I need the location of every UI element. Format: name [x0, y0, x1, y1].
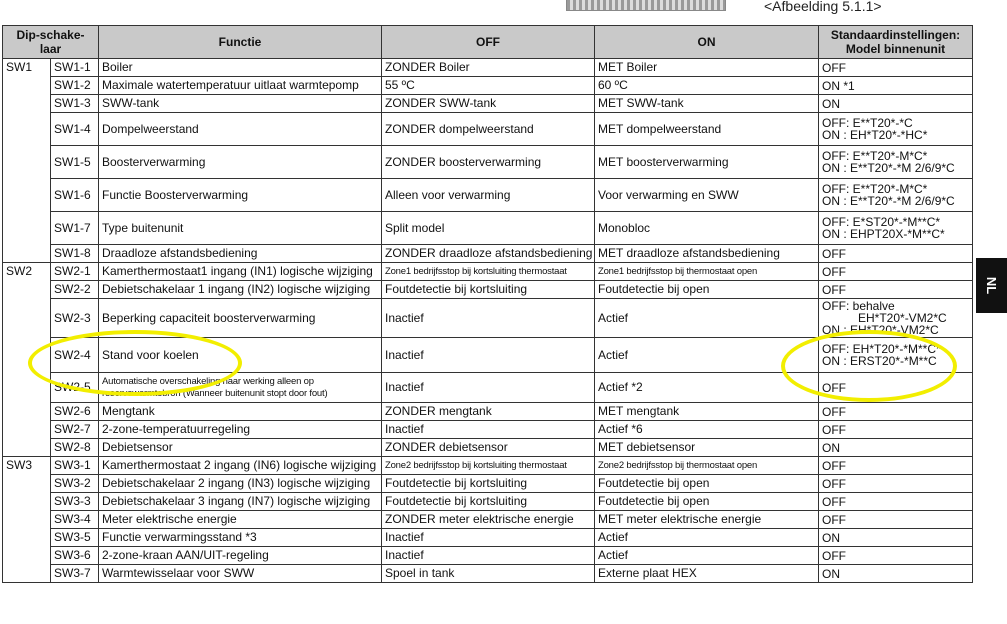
on-cell: Foutdetectie bij open [595, 281, 819, 299]
default-line: OFF [822, 422, 846, 437]
switch-id: SW1-4 [51, 113, 99, 146]
default-line: OFF [822, 60, 846, 75]
function-cell: Kamerthermostaat1 ingang (IN1) logische wijziging [99, 263, 382, 281]
default-line: ON : E**T20*-*M 2/6/9*C [822, 194, 955, 208]
function-cell: SWW-tank [99, 95, 382, 113]
default-line: ON [822, 96, 840, 111]
table-body [3, 59, 973, 583]
default-cell [819, 95, 973, 113]
function-line: Automatische overschakeling naar werking alleen op [102, 375, 314, 387]
table-header-row [3, 26, 973, 59]
header-dip: Dip-schake-laar [3, 26, 99, 59]
switch-id: SW3-5 [51, 529, 99, 547]
default-line: ON [822, 530, 840, 545]
on-cell: Actief [595, 529, 819, 547]
table-row [3, 245, 973, 263]
default-line: OFF: EH*T20*-*M**C* [822, 342, 941, 356]
off-cell: Inactief [382, 547, 595, 565]
default-line: ON : EH*T20*-VM2*C [822, 323, 939, 337]
default-cell [819, 338, 973, 373]
table-row [3, 421, 973, 439]
on-cell: Actief *2 [595, 373, 819, 403]
header-default: Standaardinstellingen: Model binnenunit [819, 26, 973, 59]
function-cell: Functie verwarmingsstand *3 [99, 529, 382, 547]
off-cell: Foutdetectie bij kortsluiting [382, 493, 595, 511]
off-cell: ZONDER dompelweerstand [382, 113, 595, 146]
function-cell: Debietsensor [99, 439, 382, 457]
function-cell: Stand voor koelen [99, 338, 382, 373]
group-label: SW3 [3, 457, 51, 583]
switch-id: SW2-5 [51, 373, 99, 403]
table-row [3, 95, 973, 113]
default-cell [819, 475, 973, 493]
on-cell: Actief [595, 547, 819, 565]
group-label: SW1 [3, 59, 51, 263]
switch-id: SW1-1 [51, 59, 99, 77]
switch-id: SW3-1 [51, 457, 99, 475]
off-cell: Inactief [382, 373, 595, 403]
on-cell: Actief *6 [595, 421, 819, 439]
off-cell: Inactief [382, 529, 595, 547]
default-line: OFF [822, 458, 846, 473]
off-cell: Inactief [382, 299, 595, 338]
default-cell [819, 281, 973, 299]
off-cell: Spoel in tank [382, 565, 595, 583]
switch-id: SW2-7 [51, 421, 99, 439]
on-cell: MET meter elektrische energie [595, 511, 819, 529]
default-cell [819, 457, 973, 475]
default-cell [819, 439, 973, 457]
table-row [3, 113, 973, 146]
default-cell [819, 421, 973, 439]
off-cell: Zone1 bedrijfsstop bij kortsluiting thermostaat [382, 263, 595, 281]
switch-id: SW2-3 [51, 299, 99, 338]
group-label: SW2 [3, 263, 51, 457]
default-line: OFF [822, 282, 846, 297]
table-row [3, 511, 973, 529]
dip-switch-table [2, 25, 973, 583]
on-cell: Foutdetectie bij open [595, 475, 819, 493]
function-cell: 2-zone-kraan AAN/UIT-regeling [99, 547, 382, 565]
default-line: EH*T20*-VM2*C [858, 311, 947, 325]
default-line: ON : ERST20*-*M**C [822, 354, 937, 368]
table-row [3, 338, 973, 373]
on-cell: MET SWW-tank [595, 95, 819, 113]
off-cell: ZONDER mengtank [382, 403, 595, 421]
function-cell: Boosterverwarming [99, 146, 382, 179]
on-cell: MET draadloze afstandsbediening [595, 245, 819, 263]
default-cell [819, 59, 973, 77]
function-cell: Functie Boosterverwarming [99, 179, 382, 212]
switch-id: SW3-7 [51, 565, 99, 583]
off-cell: ZONDER SWW-tank [382, 95, 595, 113]
default-line: OFF [822, 494, 846, 509]
off-cell: ZONDER meter elektrische energie [382, 511, 595, 529]
switch-id: SW2-2 [51, 281, 99, 299]
on-cell: MET Boiler [595, 59, 819, 77]
switch-id: SW1-6 [51, 179, 99, 212]
function-cell [99, 373, 382, 403]
function-cell: Type buitenunit [99, 212, 382, 245]
switch-id: SW3-6 [51, 547, 99, 565]
default-line: ON : EHPT20X-*M**C* [822, 227, 945, 241]
function-cell: Draadloze afstandsbediening [99, 245, 382, 263]
default-line: OFF: E*ST20*-*M**C* [822, 215, 941, 229]
table-row [3, 493, 973, 511]
on-cell: Externe plaat HEX [595, 565, 819, 583]
off-cell: Inactief [382, 421, 595, 439]
header-off: OFF [382, 26, 595, 59]
header-function: Functie [99, 26, 382, 59]
on-cell: Voor verwarming en SWW [595, 179, 819, 212]
table-row [3, 179, 973, 212]
default-line: ON : EH*T20*-*HC* [822, 128, 928, 142]
function-cell: Debietschakelaar 3 ingang (IN7) logische wijziging [99, 493, 382, 511]
function-cell: Boiler [99, 59, 382, 77]
table-row [3, 263, 973, 281]
table-row [3, 529, 973, 547]
on-cell: Foutdetectie bij open [595, 493, 819, 511]
table-row [3, 146, 973, 179]
table-row [3, 77, 973, 95]
switch-id: SW3-2 [51, 475, 99, 493]
on-cell: MET debietsensor [595, 439, 819, 457]
default-cell [819, 146, 973, 179]
default-cell [819, 212, 973, 245]
default-line: ON [822, 440, 840, 455]
on-cell: Monobloc [595, 212, 819, 245]
default-cell [819, 179, 973, 212]
language-tab-label: NL [984, 276, 999, 295]
off-cell: ZONDER Boiler [382, 59, 595, 77]
on-cell: 60 ºC [595, 77, 819, 95]
default-cell [819, 529, 973, 547]
table-row [3, 212, 973, 245]
default-cell [819, 299, 973, 338]
function-cell: Dompelweerstand [99, 113, 382, 146]
off-cell: ZONDER debietsensor [382, 439, 595, 457]
default-cell [819, 113, 973, 146]
switch-id: SW1-7 [51, 212, 99, 245]
table-row [3, 565, 973, 583]
off-cell: Inactief [382, 338, 595, 373]
on-cell: MET boosterverwarming [595, 146, 819, 179]
switch-id: SW1-5 [51, 146, 99, 179]
default-line: OFF [822, 246, 846, 261]
off-cell: 55 ºC [382, 77, 595, 95]
function-line: reservewarmtebron (Wanneer buitenunit stopt door fout) [102, 387, 328, 399]
function-cell: 2-zone-temperatuurregeling [99, 421, 382, 439]
off-cell: Split model [382, 212, 595, 245]
switch-id: SW3-4 [51, 511, 99, 529]
off-cell: Foutdetectie bij kortsluiting [382, 475, 595, 493]
default-cell [819, 77, 973, 95]
off-cell: ZONDER draadloze afstandsbediening [382, 245, 595, 263]
function-cell: Meter elektrische energie [99, 511, 382, 529]
default-line: OFF: behalve [822, 299, 895, 313]
function-cell: Warmtewisselaar voor SWW [99, 565, 382, 583]
default-line: ON *1 [822, 78, 855, 93]
switch-id: SW2-8 [51, 439, 99, 457]
off-cell: Alleen voor verwarming [382, 179, 595, 212]
table-row [3, 59, 973, 77]
function-cell: Mengtank [99, 403, 382, 421]
default-line: OFF: E**T20*-M*C* [822, 182, 928, 196]
function-cell: Debietschakelaar 2 ingang (IN3) logische wijziging [99, 475, 382, 493]
default-line: OFF [822, 548, 846, 563]
switch-id: SW3-3 [51, 493, 99, 511]
function-cell: Beperking capaciteit boosterverwarming [99, 299, 382, 338]
figure-thumbnail [566, 0, 726, 11]
on-cell: Zone2 bedrijfsstop bij thermostaat open [595, 457, 819, 475]
table-row [3, 439, 973, 457]
on-cell: Actief [595, 338, 819, 373]
on-cell: Actief [595, 299, 819, 338]
default-line: OFF [822, 404, 846, 419]
default-cell [819, 245, 973, 263]
default-line: ON : E**T20*-*M 2/6/9*C [822, 161, 955, 175]
default-line: OFF: E**T20*-*C [822, 116, 913, 130]
on-cell: MET dompelweerstand [595, 113, 819, 146]
table-row [3, 403, 973, 421]
table-row [3, 281, 973, 299]
table-row [3, 373, 973, 403]
off-cell: ZONDER boosterverwarming [382, 146, 595, 179]
default-cell [819, 565, 973, 583]
table-row [3, 475, 973, 493]
function-cell: Kamerthermostaat 2 ingang (IN6) logische wijziging [99, 457, 382, 475]
table-row [3, 299, 973, 338]
switch-id: SW2-4 [51, 338, 99, 373]
default-line: OFF [822, 476, 846, 491]
language-tab [976, 258, 1007, 313]
default-cell [819, 373, 973, 403]
default-cell [819, 547, 973, 565]
table-row [3, 547, 973, 565]
function-cell: Maximale watertemperatuur uitlaat warmtepomp [99, 77, 382, 95]
default-line: OFF: E**T20*-M*C* [822, 149, 928, 163]
header-on: ON [595, 26, 819, 59]
function-cell: Debietschakelaar 1 ingang (IN2) logische wijziging [99, 281, 382, 299]
default-line: OFF [822, 380, 846, 395]
default-cell [819, 511, 973, 529]
table-row [3, 457, 973, 475]
switch-id: SW2-1 [51, 263, 99, 281]
default-line: ON [822, 566, 840, 581]
on-cell: MET mengtank [595, 403, 819, 421]
off-cell: Foutdetectie bij kortsluiting [382, 281, 595, 299]
on-cell: Zone1 bedrijfsstop bij thermostaat open [595, 263, 819, 281]
switch-id: SW1-3 [51, 95, 99, 113]
default-line: OFF [822, 264, 846, 279]
default-cell [819, 403, 973, 421]
default-cell [819, 493, 973, 511]
default-line: OFF [822, 512, 846, 527]
switch-id: SW1-2 [51, 77, 99, 95]
figure-caption: <Afbeelding 5.1.1> [764, 0, 882, 14]
off-cell: Zone2 bedrijfsstop bij kortsluiting thermostaat [382, 457, 595, 475]
switch-id: SW1-8 [51, 245, 99, 263]
switch-id: SW2-6 [51, 403, 99, 421]
default-cell [819, 263, 973, 281]
